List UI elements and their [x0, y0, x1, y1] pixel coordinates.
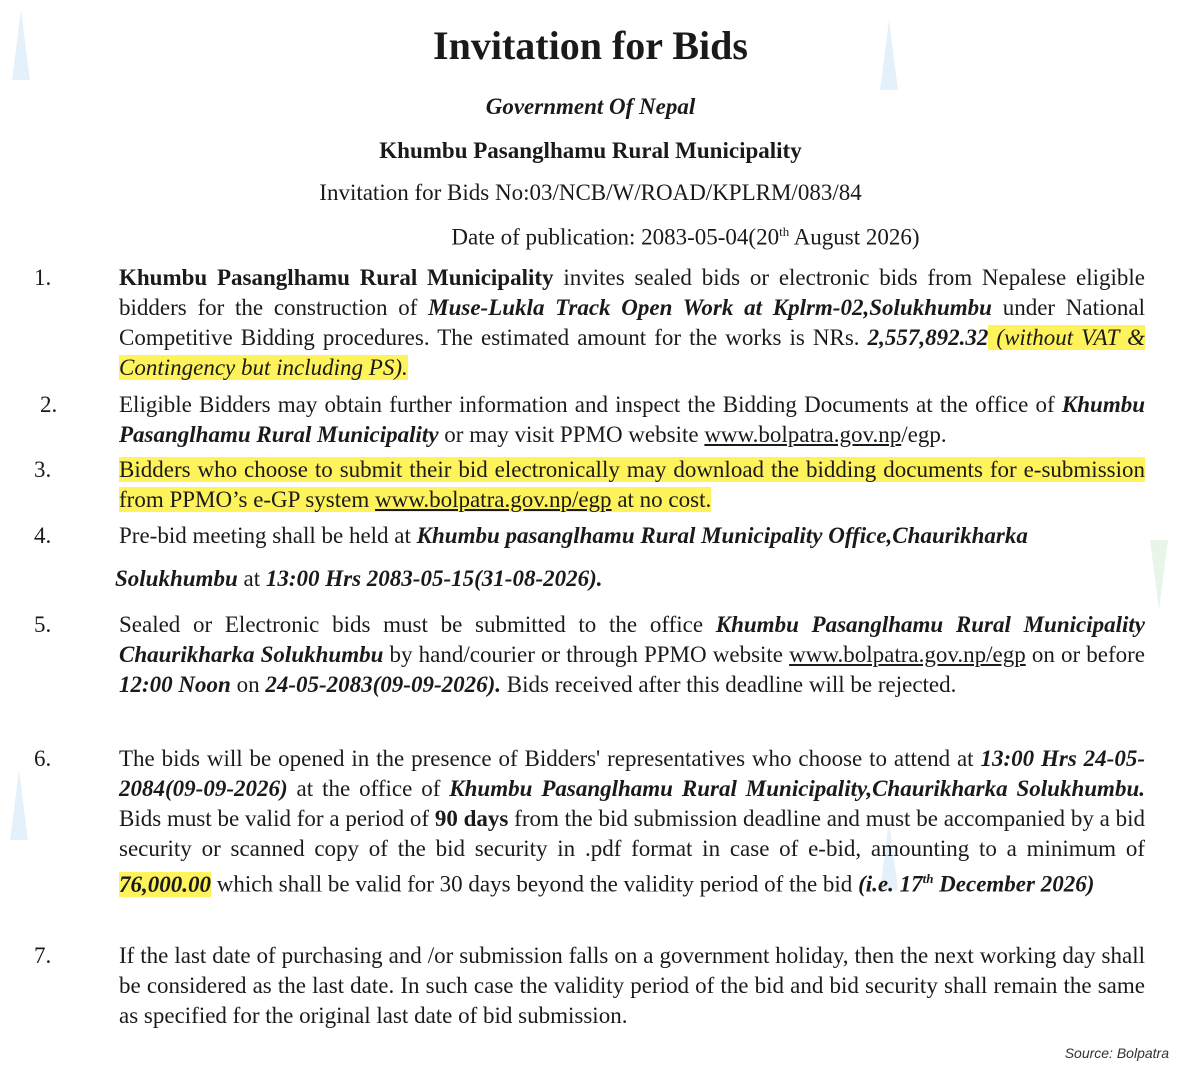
item-text-continued: Solukhumbu at 13:00 Hrs 2083-05-15(31-08-2026). [115, 566, 603, 591]
item-number: 4. [34, 523, 52, 548]
item-text: Pre-bid meeting shall be held at Khumbu pasanglhamu Rural Municipality Office,Chaurikharka [119, 523, 1028, 548]
item-number: 7. [34, 943, 52, 968]
item-text: Eligible Bidders may obtain further information and inspect the Bidding Documents at the office of Khumbu Pasanglhamu Rural Municipality or may visit PPMO website www.bolpatra.gov.np/egp. [119, 392, 1145, 447]
source-credit: Source: Bolpatra [1064, 1045, 1169, 1061]
egp-link[interactable]: www.bolpatra.gov.np/egp [789, 642, 1026, 667]
publication-date: Date of publication: 2083-05-04(20th August 2026) [451, 224, 920, 250]
watermark-arrow [10, 770, 28, 840]
item-number: 2. [40, 392, 58, 417]
municipality-line: Khumbu Pasanglhamu Rural Municipality [379, 138, 802, 163]
item-text: Bidders who choose to submit their bid electronically may download the bidding documents for e-submission from PPMO’s e-GP system www.bolpatra.gov.np/egp at no cost. [119, 457, 1145, 512]
item-text: Sealed or Electronic bids must be submitted to the office Khumbu Pasanglhamu Rural Municipality Chaurikharka Solukhumbu by hand/courier or through PPMO website www.bolpatra.gov.np/egp on or before 12:00 Noon on 24-05-2083(09-09-2026). Bids received after this deadline will be rejected. [119, 612, 1146, 697]
ppmo-link[interactable]: www.bolpatra.gov.np [704, 422, 902, 447]
item-number: 5. [34, 612, 52, 637]
item-text: The bids will be opened in the presence of Bidders' representatives who choose to attend at 13:00 Hrs 24-05-2084(09-09-2026) at the office of Khumbu Pasanglhamu Rural Municipality,Chaurikharka Solukhumbu. Bids must be valid for a period of 90 days from the bid submission deadline and must be accompanied by a bid security or scanned copy of the bid security in .pdf format in case of e-bid, amounting to a minimum of 76,000.00 which shall be valid for 30 days beyond the validity period of the bid (i.e. 17th December 2026) [119, 746, 1145, 897]
item-text: If the last date of purchasing and /or submission falls on a government holiday, then the next working day shall be considered as the last date. In such case the validity period of the bid and bid security shall remain the same as specified for the original last date of bid submission. [119, 943, 1145, 1028]
item-number: 6. [34, 746, 52, 771]
watermark-arrow [1150, 540, 1168, 610]
government-line: Government Of Nepal [485, 94, 696, 119]
egp-link[interactable]: www.bolpatra.gov.np/egp [375, 487, 612, 512]
page-title: Invitation for Bids [433, 23, 748, 68]
ifb-number: Invitation for Bids No:03/NCB/W/ROAD/KPLRM/083/84 [319, 180, 862, 205]
item-text: Khumbu Pasanglhamu Rural Municipality invites sealed bids or electronic bids from Nepalese eligible bidders for the construction of Muse-Lukla Track Open Work at Kplrm-02,Solukhumbu under National Competitive Bidding procedures. The estimated amount for the works is NRs. 2,557,892.32 (without VAT & Contingency but including PS). [119, 265, 1145, 380]
item-number: 3. [34, 457, 52, 482]
item-number: 1. [34, 265, 52, 290]
